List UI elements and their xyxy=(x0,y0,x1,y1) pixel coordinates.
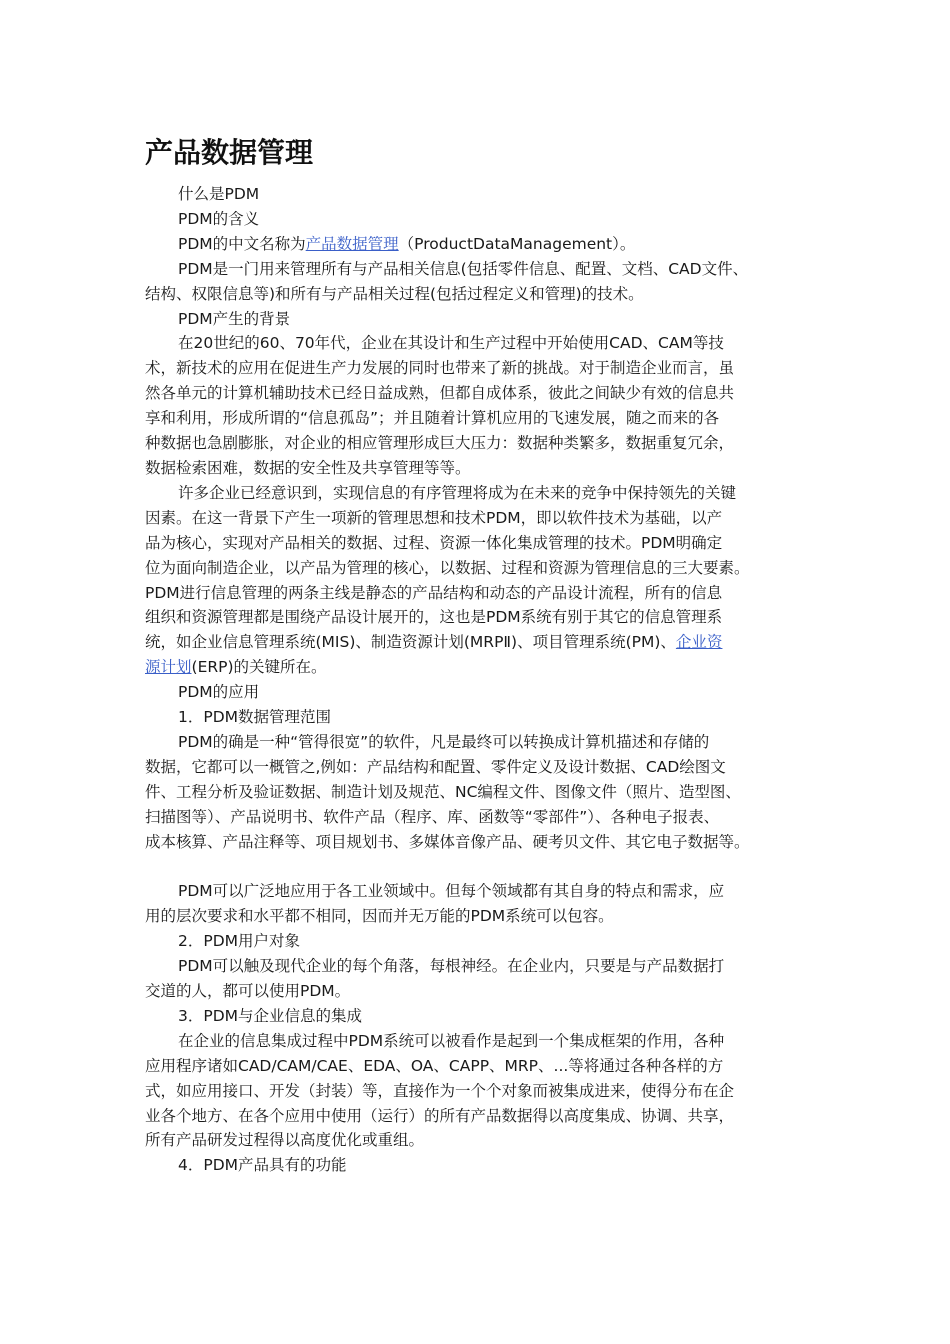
text-line: PDM的确是一种“管得很宽”的软件，凡是最终可以转换成计算机描述和存储的 xyxy=(178,732,710,751)
text-line: 业各个地方、在各个应用中使用（运行）的所有产品数据得以高度集成、协调、共享， xyxy=(145,1106,735,1125)
heading-what-is-pdm: 什么是PDM xyxy=(178,185,260,203)
text-line: 然各单元的计算机辅助技术已经日益成熟，但都自成体系，彼此之间缺少有效的信息共 xyxy=(145,384,735,403)
text-line: 在企业的信息集成过程中PDM系统可以被看作是起到一个集成框架的作用，各种 xyxy=(178,1031,725,1050)
paragraph-background xyxy=(145,331,817,480)
text-line: 应用程序诸如CAD/CAM/CAE、EDA、OA、CAPP、MRP、...等将通过各种各样的方 xyxy=(145,1056,724,1075)
heading-pdm-background: PDM产生的背景 xyxy=(178,309,291,328)
heading-pdm-application: PDM的应用 xyxy=(178,683,260,702)
text-line: PDM可以触及现代企业的每个角落，每根神经。在企业内，只要是与产品数据打 xyxy=(178,957,725,976)
text-line: PDM进行信息管理的两条主线是静态的产品结构和动态的产品设计流程，所有的信息 xyxy=(145,583,723,602)
text-segment: PDM的中文名称为 xyxy=(178,234,306,253)
link-product-data-management[interactable]: 产品数据管理 xyxy=(305,234,399,253)
text-line: 在20世纪的60、70年代，企业在其设计和生产过程中开始使用CAD、CAM等技 xyxy=(178,334,724,353)
paragraph-industries xyxy=(145,879,817,929)
heading-data-scope: 1．PDM数据管理范围 xyxy=(178,708,332,727)
link-erp-part2[interactable]: 源计划 xyxy=(145,658,192,677)
paragraph-data-scope xyxy=(145,730,817,855)
heading-pdm-meaning: PDM的含义 xyxy=(178,209,260,228)
text-line: PDM是一门用来管理所有与产品相关信息(包括零件信息、配置、文档、CAD文件、 xyxy=(178,259,749,278)
paragraph-pdm-name xyxy=(145,232,817,257)
heading-integration: 3．PDM与企业信息的集成 xyxy=(178,1006,363,1025)
text-line: 件、工程分析及验证数据、制造计划及规范、NC编程文件、图像文件（照片、造型图、 xyxy=(145,782,741,801)
text-line: 用的层次要求和水平都不相同，因而并无万能的PDM系统可以包容。 xyxy=(145,907,614,926)
text-line: 组织和资源管理都是围绕产品设计展开的，这也是PDM系统有别于其它的信息管理系 xyxy=(145,608,723,627)
paragraph-integration xyxy=(145,1029,817,1154)
paragraph-user-objects xyxy=(145,954,817,1004)
text-line xyxy=(145,655,817,680)
text-line: 式，如应用接口、开发（封装）等，直接作为一个个对象而被集成进来，使得分布在企 xyxy=(145,1081,735,1100)
text-line: 位为面向制造企业，以产品为管理的核心，以数据、过程和资源为管理信息的三大要素。 xyxy=(145,558,750,577)
text-line: PDM可以广泛地应用于各工业领域中。但每个领域都有其自身的特点和需求，应 xyxy=(178,882,725,901)
paragraph-enterprise-awareness xyxy=(145,481,817,680)
text-segment: (ERP)的关键所在。 xyxy=(191,658,327,677)
text-line: 成本核算、产品注释等、项目规划书、多媒体音像产品、硬考贝文件、其它电子数据等。 xyxy=(145,832,750,851)
text-line: 种数据也急剧膨胀，对企业的相应管理形成巨大压力：数据种类繁多，数据重复冗余， xyxy=(145,434,735,453)
document-page xyxy=(145,130,817,1178)
blank-line xyxy=(145,854,817,879)
text-segment: 统，如企业信息管理系统(MIS)、制造资源计划(MRPⅡ)、项目管理系统(PM)、 xyxy=(145,633,676,652)
text-line: 数据，它都可以一概管之,例如：产品结构和配置、零件定义及设计数据、CAD绘图文 xyxy=(145,757,726,776)
paragraph-pdm-definition xyxy=(145,257,817,307)
text-line: 享和利用，形成所谓的“信息孤岛”；并且随着计算机应用的飞速发展，随之而来的各 xyxy=(145,409,720,428)
text-line: 许多企业已经意识到，实现信息的有序管理将成为在未来的竞争中保持领先的关键 xyxy=(178,483,737,502)
text-line: 术，新技术的应用在促进生产力发展的同时也带来了新的挑战。对于制造企业而言，虽 xyxy=(145,359,735,378)
text-line xyxy=(145,630,817,655)
link-erp-part1[interactable]: 企业资 xyxy=(675,633,723,652)
text-line: 所有产品研发过程得以高度优化或重组。 xyxy=(145,1131,425,1150)
text-line: 结构、权限信息等)和所有与产品相关过程(包括过程定义和管理)的技术。 xyxy=(145,284,644,303)
page-title: 产品数据管理 xyxy=(145,136,314,169)
text-line: 扫描图等）、产品说明书、软件产品（程序、库、函数等“零部件”）、各种电子报表、 xyxy=(145,807,720,826)
text-line: 因素。在这一背景下产生一项新的管理思想和技术PDM，即以软件技术为基础，以产 xyxy=(145,508,723,527)
text-line: 交道的人，都可以使用PDM。 xyxy=(145,981,351,1000)
text-line: 数据检索困难，数据的安全性及共享管理等等。 xyxy=(145,458,471,477)
heading-user-objects: 2．PDM用户对象 xyxy=(178,932,301,951)
text-line: 品为核心，实现对产品相关的数据、过程、资源一体化集成管理的技术。PDM明确定 xyxy=(145,533,723,552)
text-segment: （ProductDataManagement）。 xyxy=(398,234,636,253)
heading-product-functions: 4．PDM产品具有的功能 xyxy=(178,1156,347,1175)
